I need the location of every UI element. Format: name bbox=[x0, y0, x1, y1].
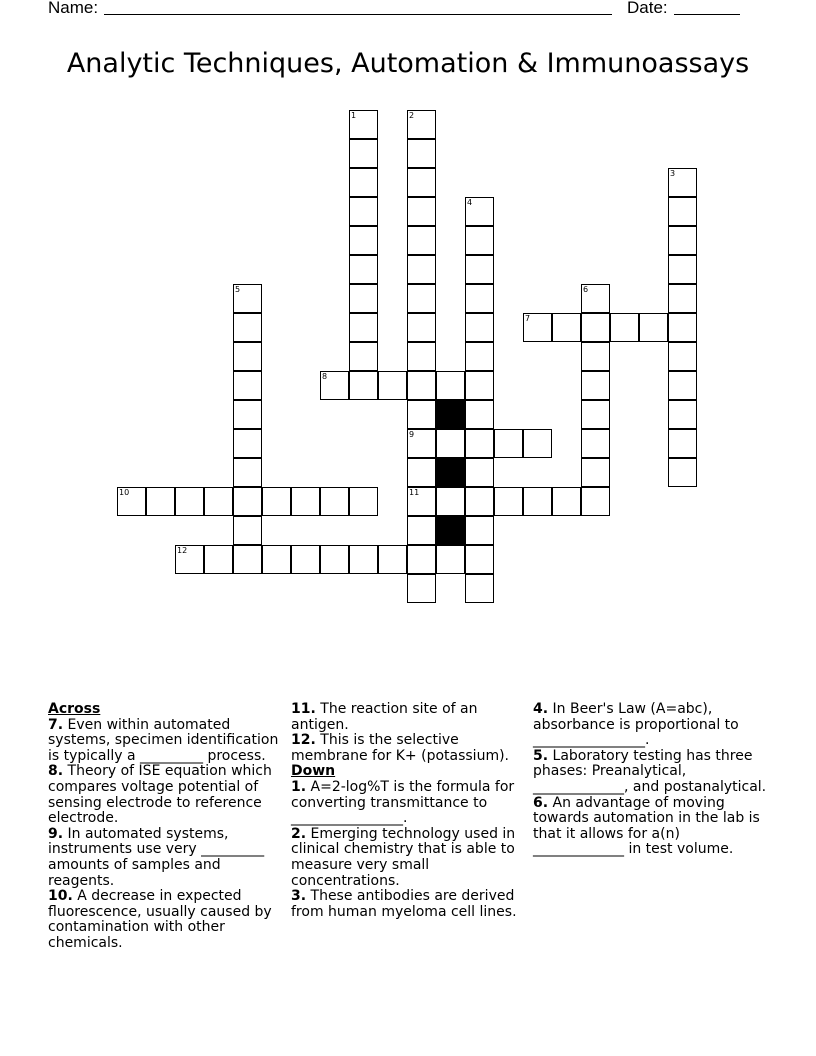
crossword-cell[interactable] bbox=[407, 487, 436, 516]
crossword-cell[interactable] bbox=[378, 371, 407, 400]
crossword-cell[interactable] bbox=[465, 516, 494, 545]
crossword-cell[interactable] bbox=[233, 342, 262, 371]
clue-down-6: 6. An advantage of moving towards automation in the lab is that it allows for a(n) _____________ in test volume. bbox=[533, 794, 760, 858]
crossword-cell[interactable] bbox=[581, 284, 610, 313]
crossword-cell[interactable] bbox=[552, 487, 581, 516]
clue-number: 2 bbox=[409, 111, 415, 120]
crossword-cell[interactable] bbox=[233, 371, 262, 400]
crossword-cell[interactable] bbox=[581, 487, 610, 516]
crossword-cell[interactable] bbox=[581, 400, 610, 429]
crossword-cell[interactable] bbox=[668, 342, 697, 371]
crossword-cell[interactable] bbox=[233, 400, 262, 429]
clue-column-1 bbox=[48, 702, 284, 952]
crossword-cell[interactable] bbox=[465, 458, 494, 487]
crossword-cell[interactable] bbox=[262, 487, 291, 516]
crossword-cell[interactable] bbox=[349, 487, 378, 516]
crossword-cell[interactable] bbox=[668, 255, 697, 284]
crossword-cell[interactable] bbox=[407, 197, 436, 226]
crossword-cell[interactable] bbox=[349, 226, 378, 255]
crossword-cell[interactable] bbox=[552, 313, 581, 342]
clue-number: 9 bbox=[409, 430, 415, 439]
crossword-cell[interactable] bbox=[233, 545, 262, 574]
crossword-cell[interactable] bbox=[668, 458, 697, 487]
crossword-cell[interactable] bbox=[233, 313, 262, 342]
crossword-cell[interactable] bbox=[233, 458, 262, 487]
crossword-cell[interactable] bbox=[465, 284, 494, 313]
crossword-cell[interactable] bbox=[407, 458, 436, 487]
crossword-cell[interactable] bbox=[581, 371, 610, 400]
down-heading: Down bbox=[291, 763, 336, 780]
crossword-cell[interactable] bbox=[291, 487, 320, 516]
clue-number: 3 bbox=[670, 169, 676, 178]
crossword-cell[interactable] bbox=[407, 371, 436, 400]
crossword-cell[interactable] bbox=[349, 342, 378, 371]
crossword-cell[interactable] bbox=[494, 429, 523, 458]
crossword-cell[interactable] bbox=[465, 429, 494, 458]
crossword-cell[interactable] bbox=[581, 313, 610, 342]
crossword-cell[interactable] bbox=[436, 487, 465, 516]
crossword-cell[interactable] bbox=[349, 139, 378, 168]
crossword-cell[interactable] bbox=[465, 342, 494, 371]
crossword-cell[interactable] bbox=[233, 284, 262, 313]
crossword-cell[interactable] bbox=[349, 255, 378, 284]
crossword-cell[interactable] bbox=[320, 545, 349, 574]
clue-column-3 bbox=[533, 702, 773, 858]
clue-down-1: 1. A=2-log%T is the formula for converting transmittance to ________________. bbox=[291, 778, 515, 827]
name-label: Name: bbox=[48, 0, 99, 17]
crossword-cell[interactable] bbox=[320, 371, 349, 400]
crossword-cell[interactable] bbox=[349, 197, 378, 226]
crossword-cell[interactable] bbox=[465, 545, 494, 574]
clue-number: 4 bbox=[467, 198, 473, 207]
crossword-cell[interactable] bbox=[668, 226, 697, 255]
crossword-cell[interactable] bbox=[668, 371, 697, 400]
crossword-cell[interactable] bbox=[523, 487, 552, 516]
crossword-cell[interactable] bbox=[233, 487, 262, 516]
clue-across-8: 8. Theory of ISE equation which compares voltage potential of sensing electrode to reference electrode. bbox=[48, 763, 272, 827]
crossword-cell[interactable] bbox=[436, 429, 465, 458]
clue-number: 12 bbox=[177, 546, 188, 555]
crossword-cell[interactable] bbox=[465, 197, 494, 226]
crossword-cell[interactable] bbox=[465, 226, 494, 255]
crossword-cell[interactable] bbox=[407, 284, 436, 313]
crossword-cell[interactable] bbox=[668, 197, 697, 226]
crossword-cell[interactable] bbox=[494, 487, 523, 516]
crossword-cell[interactable] bbox=[407, 255, 436, 284]
crossword-cell[interactable] bbox=[523, 429, 552, 458]
clue-down-5: 5. Laboratory testing has three phases: Preanalytical, _____________, and postanalytical. bbox=[533, 747, 767, 795]
crossword-cell[interactable] bbox=[291, 545, 320, 574]
crossword-cell[interactable] bbox=[262, 545, 291, 574]
clue-number: 7 bbox=[525, 314, 531, 323]
crossword-cell[interactable] bbox=[407, 545, 436, 574]
crossword-cell[interactable] bbox=[668, 168, 697, 197]
page-title: Analytic Techniques, Automation & Immunoassays bbox=[66, 48, 750, 79]
clue-across-11: 11. The reaction site of an antigen. bbox=[291, 701, 478, 733]
clue-number: 8 bbox=[322, 372, 328, 381]
crossword-cell[interactable] bbox=[436, 371, 465, 400]
clue-number: 11 bbox=[409, 488, 420, 497]
crossword-cell[interactable] bbox=[204, 487, 233, 516]
crossword-cell[interactable] bbox=[349, 284, 378, 313]
crossword-cell[interactable] bbox=[407, 400, 436, 429]
clue-across-9: 9. In automated systems, instruments use very _________ amounts of samples and reagents. bbox=[48, 825, 265, 889]
crossword-black-cell bbox=[436, 516, 465, 545]
crossword-cell[interactable] bbox=[407, 516, 436, 545]
crossword-cell[interactable] bbox=[146, 487, 175, 516]
crossword-cell[interactable] bbox=[407, 139, 436, 168]
crossword-black-cell bbox=[436, 400, 465, 429]
crossword-cell[interactable] bbox=[610, 313, 639, 342]
crossword-cell[interactable] bbox=[407, 574, 436, 603]
crossword-cell[interactable] bbox=[465, 255, 494, 284]
crossword-cell[interactable] bbox=[349, 168, 378, 197]
crossword-cell[interactable] bbox=[349, 313, 378, 342]
crossword-cell[interactable] bbox=[407, 110, 436, 139]
crossword-cell[interactable] bbox=[465, 400, 494, 429]
crossword-cell[interactable] bbox=[175, 545, 204, 574]
crossword-cell[interactable] bbox=[320, 487, 349, 516]
date-label: Date: bbox=[627, 0, 668, 17]
crossword-cell[interactable] bbox=[349, 371, 378, 400]
crossword-cell[interactable] bbox=[117, 487, 146, 516]
crossword-cell[interactable] bbox=[465, 487, 494, 516]
crossword-cell[interactable] bbox=[204, 545, 233, 574]
crossword-cell[interactable] bbox=[668, 429, 697, 458]
clue-down-2: 2. Emerging technology used in clinical chemistry that is able to measure very small concentrations. bbox=[291, 825, 516, 889]
crossword-cell[interactable] bbox=[668, 400, 697, 429]
crossword-black-cell bbox=[436, 458, 465, 487]
crossword-cell[interactable] bbox=[581, 342, 610, 371]
clue-down-3: 3. These antibodies are derived from human myeloma cell lines. bbox=[291, 888, 517, 920]
clue-across-10: 10. A decrease in expected fluorescence, usually caused by contamination with other chemicals. bbox=[48, 888, 272, 951]
crossword-cell[interactable] bbox=[668, 284, 697, 313]
crossword-cell[interactable] bbox=[233, 516, 262, 545]
crossword-cell[interactable] bbox=[407, 429, 436, 458]
crossword-cell[interactable] bbox=[407, 313, 436, 342]
crossword-cell[interactable] bbox=[581, 429, 610, 458]
crossword-cell[interactable] bbox=[378, 545, 407, 574]
crossword-cell[interactable] bbox=[349, 110, 378, 139]
clue-across-12: 12. This is the selective membrane for K+ (potassium). bbox=[291, 732, 509, 764]
crossword-cell[interactable] bbox=[639, 313, 668, 342]
clue-number: 1 bbox=[351, 111, 357, 120]
across-heading: Across bbox=[48, 701, 101, 717]
clue-across-7: 7. Even within automated systems, specimen identification is typically a _________ process. bbox=[48, 716, 279, 764]
crossword-cell[interactable] bbox=[668, 313, 697, 342]
crossword-cell[interactable] bbox=[465, 574, 494, 603]
crossword-cell[interactable] bbox=[233, 429, 262, 458]
crossword-cell[interactable] bbox=[581, 458, 610, 487]
crossword-cell[interactable] bbox=[175, 487, 204, 516]
clue-column-2 bbox=[291, 702, 527, 920]
clue-number: 6 bbox=[583, 285, 589, 294]
crossword-cell[interactable] bbox=[407, 342, 436, 371]
crossword-cell[interactable] bbox=[407, 168, 436, 197]
clue-down-4: 4. In Beer's Law (A=abc), absorbance is proportional to ________________. bbox=[533, 701, 739, 749]
clue-number: 5 bbox=[235, 285, 241, 294]
crossword-cell[interactable] bbox=[465, 313, 494, 342]
crossword-cell[interactable] bbox=[349, 545, 378, 574]
clue-number: 10 bbox=[119, 488, 130, 497]
crossword-cell[interactable] bbox=[523, 313, 552, 342]
crossword-cell[interactable] bbox=[407, 226, 436, 255]
crossword-cell[interactable] bbox=[465, 371, 494, 400]
crossword-cell[interactable] bbox=[436, 545, 465, 574]
